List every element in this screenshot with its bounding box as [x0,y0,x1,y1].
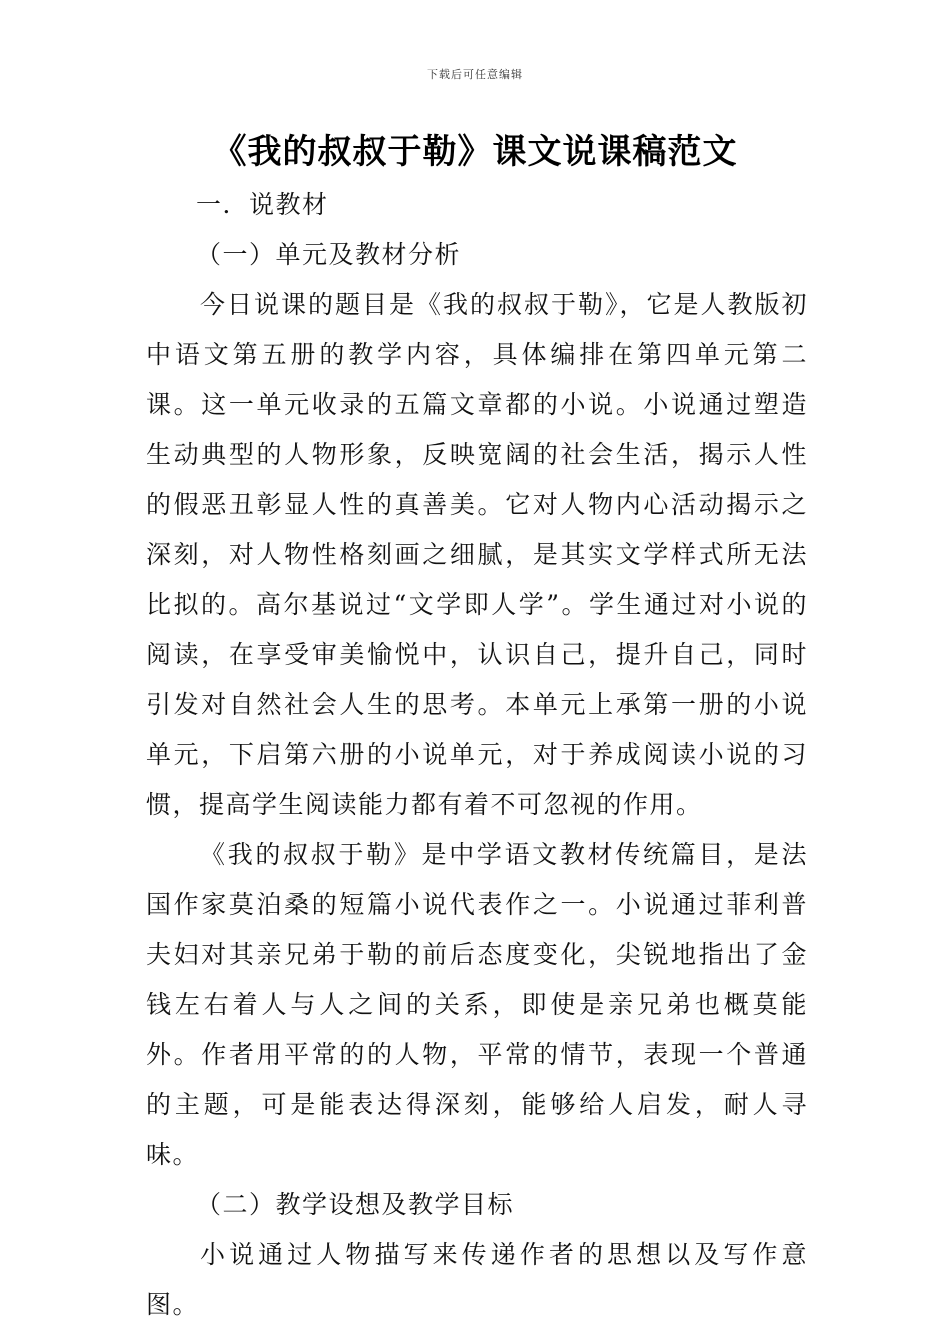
header-note: 下载后可任意编辑 [427,68,523,81]
subsection-heading-1: （一）单元及教材分析 [196,240,462,269]
subsection-heading-2: （二）教学设想及教学目标 [196,1190,515,1219]
paragraph-1: 今日说课的题目是《我的叔叔于勒》，它是人教版初中语文第五册的教学内容，具体编排在第四单元第二课。这一单元收录的五篇文章都的小说。小说通过塑造生动典型的人物形象，反映宽阔的社会生活，揭示人性的假恶丑彰显人性的真善美。它对人物内心活动揭示之深刻，对人物性格刻画之细腻，是其实文学样式所无法比拟的。高尔基说过“文学即人学”。学生通过对小说的阅读，在享受审美愉悦中，认识自己，提升自己，同时引发对自然社会人生的思考。本单元上承第一册的小说单元，下启第六册的小说单元，对于养成阅读小说的习惯，提高学生阅读能力都有着不可忽视的作用。 [146,290,808,819]
section-heading-1: 一．说教材 [196,190,329,219]
paragraph-3: 小说通过人物描写来传递作者的思想以及写作意图。 [146,1240,808,1319]
document-title: 《我的叔叔于勒》课文说课稿范文 [212,132,738,172]
paragraph-2: 《我的叔叔于勒》是中学语文教材传统篇目，是法国作家莫泊桑的短篇小说代表作之一。小说通过菲利普夫妇对其亲兄弟于勒的前后态度变化，尖锐地指出了金钱左右着人与人之间的关系，即使是亲兄弟也概莫能外。作者用平常的的人物，平常的情节，表现一个普通的主题，可是能表达得深刻，能够给人启发，耐人寻味。 [146,840,808,1169]
document-body [146,180,808,1330]
